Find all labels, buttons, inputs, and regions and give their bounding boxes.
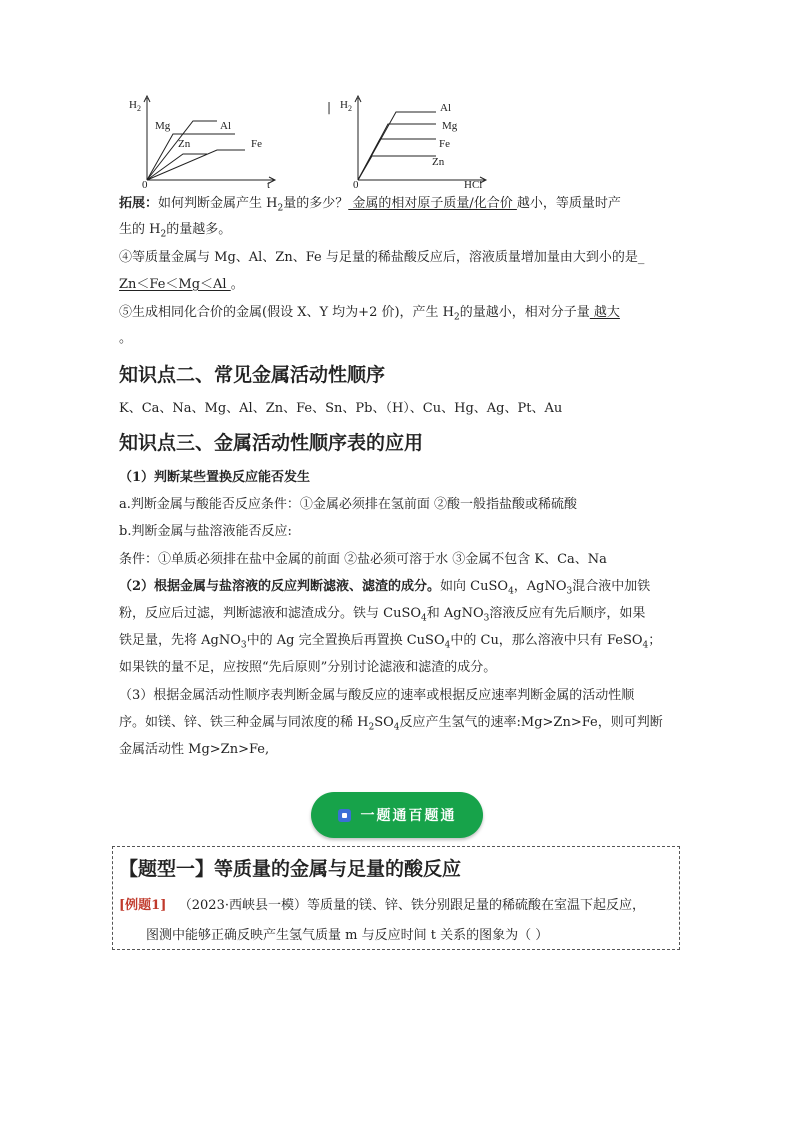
banner-one-question: [311, 792, 483, 838]
item-4-answer: Zn＜Fe＜Mg＜Al 。: [119, 277, 244, 292]
graph2-label-mg: Mg: [442, 120, 458, 132]
section-1b: b.判断金属与盐溶液能否反应:: [119, 524, 292, 539]
example-line1: [例题1] （2023·西峡县一模）等质量的镁、锌、铁分别跟足量的稀硫酸在室温下起反应，: [119, 898, 645, 913]
graph-h2-vs-time: [125, 92, 285, 190]
activity-order: K、Ca、Na、Mg、Al、Zn、Fe、Sn、Pb、（H）、Cu、Hg、Ag、Pt、Au: [119, 401, 563, 416]
banner-label: 一题通百题通: [360, 808, 457, 824]
graph2-line-mg: [358, 124, 436, 180]
graph2-label-al: Al: [440, 102, 451, 114]
book-icon: [338, 809, 351, 822]
item-5-line2: 。: [119, 331, 133, 346]
example-line2: 图测中能够正确反映产生氢气质量 m 与反应时间 t 关系的图象为（ ）: [146, 928, 549, 943]
section-3-line1: （3）根据金属活动性顺序表判断金属与酸反应的速率或根据反应速率判断金属的活动性顺: [119, 688, 635, 703]
question-type-title: 【题型一】等质量的金属与足量的酸反应: [119, 858, 462, 880]
example-tag: [例题1]: [119, 898, 167, 913]
section-3-line2: 序。如镁、锌、铁三种金属与同浓度的稀 $H_2SO_4$反应产生氢气的速率:Mg>Zn>Fe，则可判断: [119, 715, 663, 733]
graph-h2-vs-hcl: [336, 92, 496, 190]
graph1-label-mg: Mg: [155, 120, 171, 132]
item-5-answer: 越大: [589, 305, 620, 320]
graph1-line-mg: [147, 134, 235, 180]
graph2-x-label: HCl: [464, 179, 483, 190]
section-2-line2: 粉，反应后过滤，判断滤液和滤渣成分。铁与 CuSO$_4$和 AgNO$_3$溶液反应有先后顺序，如果: [119, 606, 646, 624]
extension-paragraph: 拓展：如何判断金属产生 $H_2$量的多少？ 金属的相对原子质量/化合价 越小，等质量时产: [119, 196, 621, 214]
graph1-origin: 0: [142, 179, 148, 190]
section-1-title: （1）判断某些置换反应能否发生: [119, 470, 311, 485]
section-1a: a.判断金属与酸能否反应条件：①金属必须排在氢前面 ②酸一般指盐酸或稀硫酸: [119, 497, 578, 512]
graph1-label-zn: Zn: [178, 138, 191, 150]
item-5: ⑤生成相同化合价的金属(假设 X、Y 均为+2 价)，产生 $H_2$的量越小，相对分子量 越大: [119, 305, 620, 323]
graph1-y-label: $H_2$: [129, 99, 141, 113]
graph-separator: |: [327, 100, 332, 114]
graph2-label-fe: Fe: [439, 138, 450, 150]
section-2-line4: 如果铁的量不足，应按照“先后原则”分别讨论滤液和滤渣的成分。: [119, 660, 497, 675]
section-2-line1: （2）根据金属与盐溶液的反应判断滤液、滤渣的成分。如向 CuSO$_4$，AgNO$_3$混合液中加铁: [119, 579, 651, 597]
graph2-line-zn: [358, 156, 436, 180]
graph2-origin: 0: [353, 179, 359, 190]
heading-knowledge-2: 知识点二、常见金属活动性顺序: [119, 364, 386, 386]
extension-answer: 金属的相对原子质量/化合价: [348, 196, 517, 211]
graph2-y-label: $H_2$: [340, 99, 352, 113]
section-1c: 条件：①单质必须排在盐中金属的前面 ②盐必须可溶于水 ③金属不包含 K、Ca、Na: [119, 552, 607, 567]
section-3-line3: 金属活动性 Mg>Zn>Fe,: [119, 742, 270, 757]
graph2-line-al: [358, 112, 436, 180]
graph2-label-zn: Zn: [432, 156, 445, 168]
graph1-label-fe: Fe: [251, 138, 262, 150]
heading-knowledge-3: 知识点三、金属活动性顺序表的应用: [119, 432, 424, 454]
graph1-label-al: Al: [220, 120, 231, 132]
graph1-x-label: t: [267, 179, 271, 190]
section-2-line3: 铁足量，先将 AgNO$_3$中的 Ag 完全置换后再置换 CuSO$_4$中的 Cu，那么溶液中只有 FeSO$_4$；: [119, 633, 662, 651]
item-4: ④等质量金属与 Mg、Al、Zn、Fe 与足量的稀盐酸反应后，溶液质量增加量由大到小的是_: [119, 250, 645, 265]
extension-paragraph-line2: 生的 $H_2$的量越多。: [119, 222, 232, 240]
